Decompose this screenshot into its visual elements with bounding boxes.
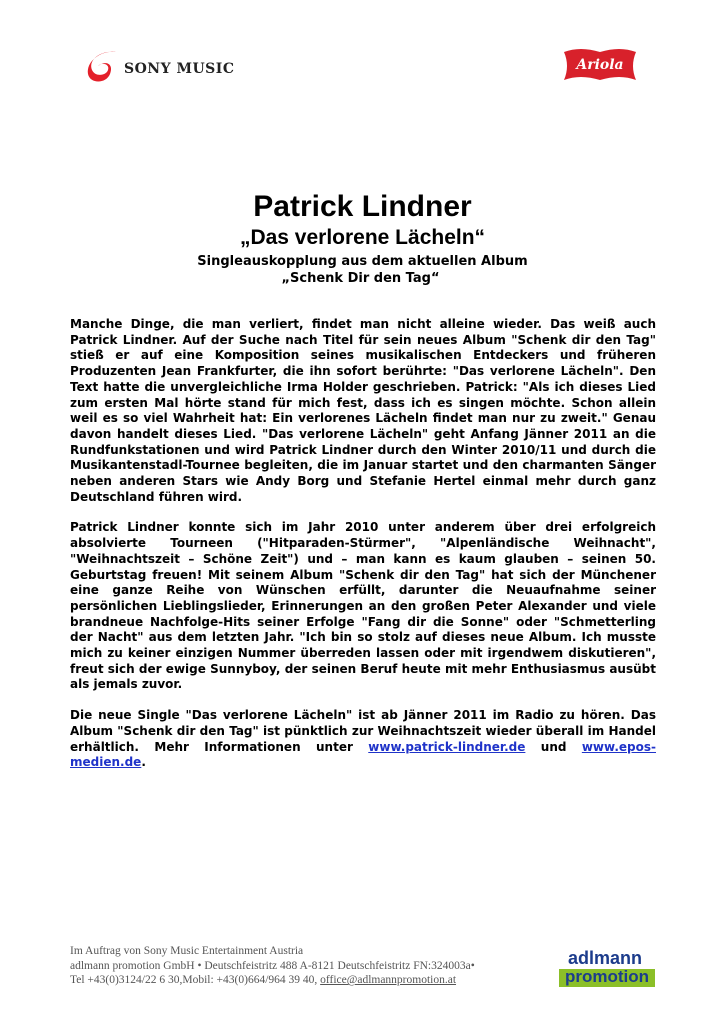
album-title: „Schenk Dir den Tag“	[281, 271, 440, 286]
sony-music-swirl-icon	[86, 50, 120, 86]
adlmann-promotion-logo	[555, 950, 657, 990]
sony-music-logo	[86, 50, 266, 86]
paragraph-3-end: .	[141, 755, 146, 770]
sony-music-logo-text: SONY MUSIC	[124, 61, 235, 77]
adlmann-logo-bottom: promotion	[564, 967, 650, 986]
paragraph-2: Patrick Lindner konnte sich im Jahr 2010 unter anderem über drei erfolgreich absolvierte Tourneen ("Hitparaden-Stürmer", "Alpenländische Weihnacht", "Weihnachtszeit – Schöne Zeit") und – man kann es kaum glauben – seinen 50. Geburtstag freuen! Mit seinem Album "Schenk dir den Tag" hat sich der Münchener eine ganze Reihe von Wünschen erfüllt, darunter die Neuaufnahme seiner persönlichen Lieblingslieder, Erinnerungen an den großen Peter Alexander und viele brandneue Nachfolge-Hits seiner Erfolge "Fang dir die Sonne" oder "Schmetterling der Nacht" aus dem letzten Jahr. "Ich bin so stolz auf dieses neue Album. Ich musste mich zu keiner einzigen Nummer überreden lassen oder mit irgendwem diskutieren", freut sich der ewige Sunnyboy, der seinen Beruf heute mit mehr Enthusiasmus ausübt als jemals zuvor.	[70, 520, 656, 692]
ariola-logo	[560, 46, 640, 86]
page-header	[0, 0, 725, 110]
paragraph-3-and: und	[525, 739, 582, 754]
title-block	[0, 190, 725, 287]
patrick-lindner-link[interactable]: www.patrick-lindner.de	[368, 739, 526, 754]
page-title: Patrick Lindner	[253, 190, 472, 223]
paragraph-1: Manche Dinge, die man verliert, findet man nicht alleine wieder. Das weiß auch Patrick Lindner. Auf der Suche nach Titel für sein neues Album "Schenk dir den Tag" stieß er auf eine Komposition seines musikalischen Entdeckers und früheren Produzenten Jean Frankfurter, die ihn sofort berührte: "Das verlorene Lächeln". Den Text hatte die unvergleichliche Irma Holder geschrieben. Patrick: "Als ich dieses Lied zum ersten Mal hörte stand für mich fest, dass ich es singen möchte. Schon allein weil es so viel Wahrheit hat: Ein verlorenes Lächeln findet man nur zu zweit." Genau davon handelt dieses Lied. "Das verlorene Lächeln" geht Anfang Jänner 2011 an die Rundfunkstationen und wird Patrick Lindner durch den Winter 2010/11 und durch die Musikantenstadl-Tournee begleiten, die im Januar startet und den charmanten Sänger neben anderen Stars wie Andy Borg und Stefanie Hertel einmal mehr durch ganz Deutschland führen wird.	[70, 317, 656, 504]
footer-phone: Tel +43(0)3124/22 6 30,Mobil: +43(0)664/964 39 40,	[70, 974, 321, 987]
adlmann-logo-top: adlmann	[567, 948, 642, 968]
epos-medien-link[interactable]: www.epos-medien.de	[70, 739, 656, 770]
footer-contact	[70, 944, 540, 988]
paragraph-3	[70, 708, 656, 771]
paragraph-3-text: Die neue Single "Das verlorene Lächeln" ist ab Jänner 2011 im Radio zu hören. Das Album "Schenk dir den Tag" ist pünktlich zur Weihnachtszeit wieder überall im Handel erhältlich. Mehr Informationen unter	[70, 708, 656, 754]
footer-line-1: Im Auftrag von Sony Music Entertainment Austria	[70, 945, 304, 957]
ariola-logo-text: Ariola	[576, 57, 624, 73]
press-release-body	[70, 317, 656, 786]
footer-line-2: adlmann promotion GmbH • Deutschfeistritz 488 A-8121 Deutschfeistritz FN:324003a•	[70, 959, 475, 972]
single-subtitle: Singleauskopplung aus dem aktuellen Album	[197, 254, 528, 269]
footer-email-link[interactable]: office@adlmannpromotion.at	[320, 974, 457, 987]
footer-line-3	[70, 973, 540, 988]
song-title: „Das verlorene Lächeln“	[239, 226, 486, 249]
